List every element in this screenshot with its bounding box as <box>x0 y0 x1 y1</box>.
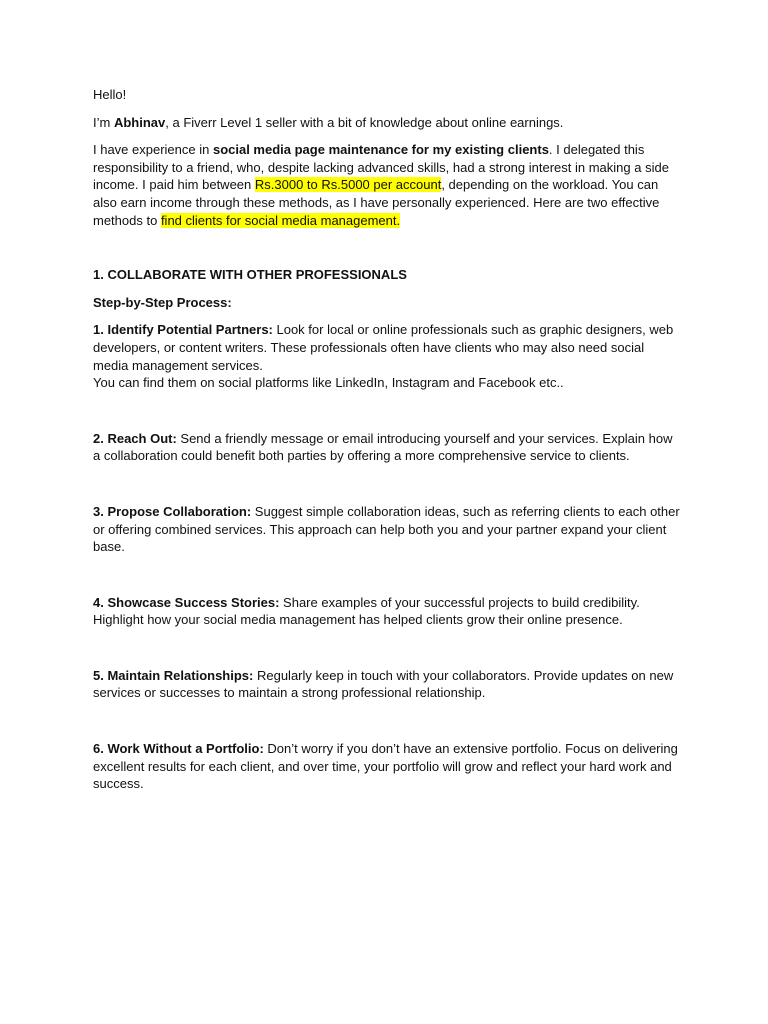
document-body <box>93 86 683 793</box>
step-item <box>93 430 683 465</box>
greeting: Hello! <box>93 87 127 102</box>
experience-text: , depending on the workload. You can also earn income through these methods, as I have personally experienced. Here are two effective methods to <box>93 177 660 228</box>
experience-text: I have experience in <box>93 142 213 158</box>
step-title: 6. Work Without a Portfolio: <box>93 741 264 757</box>
experience-text: . I delegated this responsibility to a friend, who, despite lacking advanced skills, had a strong interest in making a side income. I paid him between <box>93 142 669 193</box>
process-heading-text: Step-by-Step Process: <box>93 294 232 310</box>
step-title: 1. Identify Potential Partners: <box>93 322 273 338</box>
step-text: Look for local or online professionals such as graphic designers, web developers, or content writers. These professionals often have clients who may also need social media management services. <box>93 322 674 373</box>
author-name: Abhinav <box>113 114 166 130</box>
section-heading-text: 1. COLLABORATE WITH OTHER PROFESSIONALS <box>93 267 407 283</box>
methods-highlight: find clients for social media management. <box>160 212 401 228</box>
step-item <box>93 321 683 391</box>
step-item <box>93 740 683 793</box>
step-item <box>93 667 683 702</box>
experience-paragraph <box>93 141 683 229</box>
section-heading <box>93 266 683 284</box>
step-item <box>93 594 683 629</box>
step-extra-text: You can find them on social platforms like LinkedIn, Instagram and Facebook etc.. <box>93 375 564 391</box>
intro-text: I’m <box>93 114 114 130</box>
step-text: Share examples of your successful projects to build credibility. Highlight how your social media management has helped clients grow their online presence. <box>93 594 640 628</box>
step-item <box>93 503 683 556</box>
step-title: 3. Propose Collaboration: <box>93 503 252 519</box>
experience-bold: social media page maintenance for my existing clients <box>212 142 549 158</box>
price-highlight: Rs.3000 to Rs.5000 per account <box>254 177 442 193</box>
process-heading <box>93 294 683 312</box>
intro-paragraph <box>93 114 683 132</box>
step-text: Send a friendly message or email introducing yourself and your services. Explain how a collaboration could benefit both parties by offering a more comprehensive service to clients. <box>93 430 673 464</box>
step-title: 2. Reach Out: <box>93 430 177 446</box>
intro-text: , a Fiverr Level 1 seller with a bit of knowledge about online earnings. <box>165 114 564 130</box>
step-text: Regularly keep in touch with your collaborators. Provide updates on new services or successes to maintain a strong professional relationship. <box>93 667 674 701</box>
step-text: Suggest simple collaboration ideas, such as referring clients to each other or offering combined services. This approach can help both you and your partner expand your client base. <box>93 503 680 555</box>
step-title: 4. Showcase Success Stories: <box>93 594 280 610</box>
step-title: 5. Maintain Relationships: <box>93 667 254 683</box>
step-text: Don’t worry if you don’t have an extensive portfolio. Focus on delivering excellent results for each client, and over time, your portfolio will grow and reflect your hard work and success. <box>93 741 678 792</box>
